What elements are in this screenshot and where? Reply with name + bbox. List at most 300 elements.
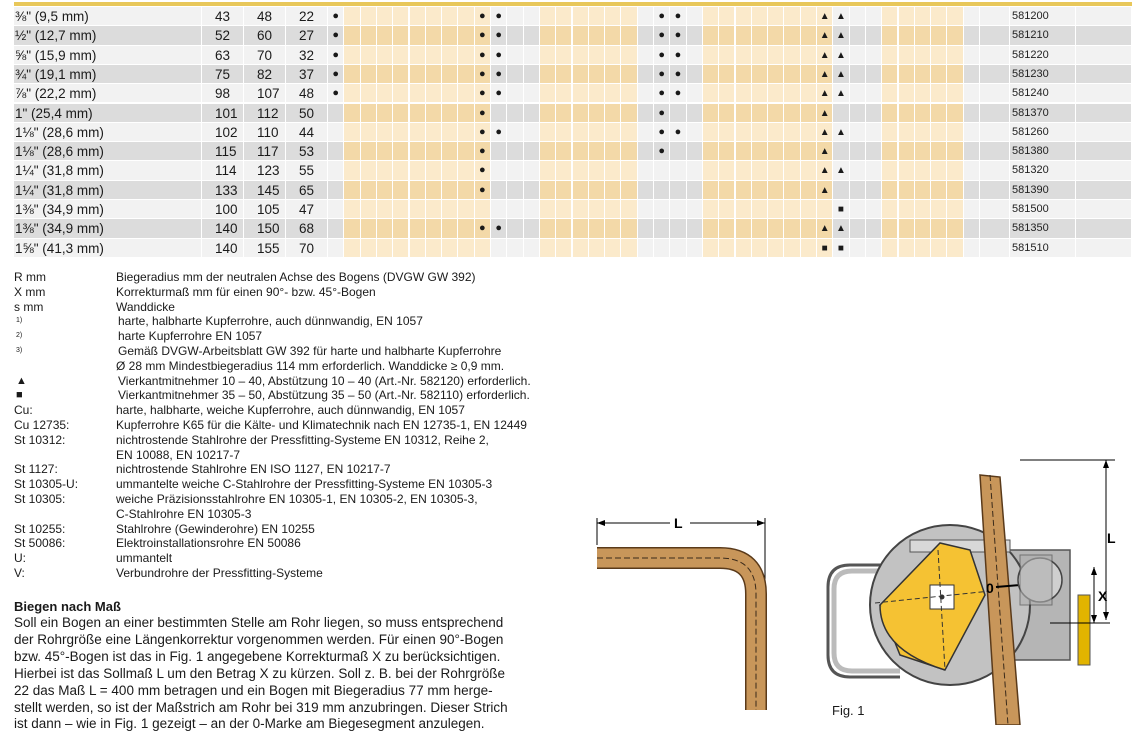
legend-key: St 1127: <box>14 462 58 477</box>
cell-symbol <box>687 46 703 65</box>
cell-symbol <box>670 142 686 161</box>
cell-symbol: ● <box>475 181 491 200</box>
cell-symbol <box>899 46 915 65</box>
cell-symbol <box>703 200 719 219</box>
legend-text: EN 10088, EN 10217-7 <box>116 447 241 462</box>
cell-symbol: ● <box>670 65 686 84</box>
cell-symbol <box>589 161 605 180</box>
cell-symbol <box>556 26 572 45</box>
cell-symbol <box>458 104 474 123</box>
cell-symbol <box>964 7 980 26</box>
cell-symbol <box>621 7 637 26</box>
cell-symbol <box>410 219 426 238</box>
cell-symbol <box>556 200 572 219</box>
cell-symbol <box>540 219 556 238</box>
cell-symbol <box>801 142 817 161</box>
cell-symbol <box>393 123 409 142</box>
cell-symbol <box>507 7 523 26</box>
cell-symbol <box>784 219 800 238</box>
cell-symbol <box>507 181 523 200</box>
cell-symbol <box>442 65 458 84</box>
cell-spacer <box>980 123 1010 142</box>
legend-key: X mm <box>14 284 46 299</box>
cell-symbol <box>947 142 963 161</box>
cell-tube-size: 1⅜" (34,9 mm) <box>14 219 202 238</box>
legend-row <box>14 388 584 403</box>
legend-text: harte, halbharte, weiche Kupferrohre, auch dünnwandig, EN 1057 <box>116 403 465 418</box>
cell-symbol <box>687 239 703 258</box>
cell-tube-size: ⅞" (22,2 mm) <box>14 84 202 103</box>
cell-symbol <box>361 104 377 123</box>
cell-symbol <box>703 26 719 45</box>
cell-symbol <box>931 142 947 161</box>
cell-x-mm: 48 <box>244 7 286 26</box>
bent-pipe-figure <box>590 510 780 710</box>
legend-key: Cu 12735: <box>14 417 70 432</box>
cell-symbol <box>377 200 393 219</box>
cell-symbol: ▲ <box>817 104 833 123</box>
cell-s-mm: 55 <box>286 161 328 180</box>
cell-symbol: ● <box>491 123 507 142</box>
cell-symbol <box>654 181 670 200</box>
cell-symbol <box>426 239 442 258</box>
cell-symbol <box>377 26 393 45</box>
cell-symbol <box>458 84 474 103</box>
cell-r-mm: 75 <box>202 65 244 84</box>
cell-empty <box>1076 161 1132 180</box>
cell-symbol <box>719 7 735 26</box>
cell-symbol <box>947 7 963 26</box>
legend-row <box>14 285 584 300</box>
cell-symbol <box>687 65 703 84</box>
cell-symbol: ● <box>328 65 344 84</box>
cell-symbol: ● <box>670 26 686 45</box>
cell-symbol <box>703 123 719 142</box>
cell-symbol: ■ <box>833 200 849 219</box>
cell-r-mm: 43 <box>202 7 244 26</box>
cell-x-mm: 145 <box>244 181 286 200</box>
cell-symbol <box>475 239 491 258</box>
cell-symbol <box>768 84 784 103</box>
cell-symbol <box>899 181 915 200</box>
cell-symbol <box>377 123 393 142</box>
cell-symbol <box>687 200 703 219</box>
cell-symbol <box>328 123 344 142</box>
cell-symbol <box>410 200 426 219</box>
cell-symbol <box>638 104 654 123</box>
cell-symbol <box>736 84 752 103</box>
cell-symbol <box>833 104 849 123</box>
legend-key: 2) <box>16 332 23 340</box>
cell-symbol <box>931 200 947 219</box>
legend-text: C-Stahlrohre EN 10305-3 <box>116 506 252 521</box>
cell-symbol <box>491 161 507 180</box>
cell-symbol <box>866 84 882 103</box>
cell-empty <box>1076 7 1132 26</box>
cell-spacer <box>980 219 1010 238</box>
cell-symbol <box>899 161 915 180</box>
legend-text: Korrekturmaß mm für einen 90°- bzw. 45°-Bogen <box>116 284 376 299</box>
cell-spacer <box>980 239 1010 258</box>
cell-s-mm: 22 <box>286 7 328 26</box>
cell-symbol <box>768 161 784 180</box>
cell-symbol <box>605 219 621 238</box>
legend-text: Wanddicke <box>116 299 175 314</box>
table-row <box>14 84 1132 103</box>
cell-symbol <box>931 26 947 45</box>
cell-symbol: ● <box>475 123 491 142</box>
cell-symbol <box>426 104 442 123</box>
cell-symbol <box>410 65 426 84</box>
cell-symbol <box>736 26 752 45</box>
cell-symbol <box>361 26 377 45</box>
cell-symbol <box>556 219 572 238</box>
cell-symbol <box>605 123 621 142</box>
legend-row <box>14 507 584 522</box>
legend-row <box>14 551 584 566</box>
cell-symbol <box>687 84 703 103</box>
legend-key: St 50086: <box>14 536 66 551</box>
cell-symbol <box>801 26 817 45</box>
cell-symbol <box>573 46 589 65</box>
table-row <box>14 123 1132 142</box>
cell-symbol <box>442 123 458 142</box>
cell-symbol <box>882 123 898 142</box>
cell-symbol <box>801 84 817 103</box>
cell-s-mm: 50 <box>286 104 328 123</box>
cell-r-mm: 100 <box>202 200 244 219</box>
cell-article-number: 581320 <box>1010 161 1076 180</box>
cell-symbol <box>964 239 980 258</box>
cell-symbol <box>899 123 915 142</box>
cell-symbol: ● <box>491 84 507 103</box>
cell-symbol <box>426 7 442 26</box>
cell-symbol: ▲ <box>817 219 833 238</box>
cell-symbol <box>524 123 540 142</box>
legend-key <box>14 507 116 522</box>
dim-label-l: L <box>674 515 683 531</box>
cell-symbol <box>573 84 589 103</box>
cell-symbol <box>361 181 377 200</box>
cell-symbol <box>344 104 360 123</box>
cell-symbol <box>719 239 735 258</box>
section-line: bzw. 45°-Bogen ist das in Fig. 1 angegebene Korrekturmaß X zu berücksichtigen. <box>14 648 501 664</box>
cell-symbol <box>687 181 703 200</box>
cell-symbol <box>850 65 866 84</box>
legend-text: weiche Präzisionsstahlrohre EN 10305-1, EN 10305-2, EN 10305-3, <box>116 491 478 506</box>
cell-symbol <box>866 239 882 258</box>
cell-s-mm: 70 <box>286 239 328 258</box>
arrow-left <box>597 520 605 526</box>
cell-symbol <box>687 142 703 161</box>
cell-symbol <box>850 104 866 123</box>
cell-symbol <box>442 26 458 45</box>
cell-symbol: ● <box>491 7 507 26</box>
cell-symbol <box>899 7 915 26</box>
table-row <box>14 104 1132 123</box>
cell-symbol <box>899 142 915 161</box>
cell-symbol: ■ <box>833 239 849 258</box>
cell-symbol <box>605 161 621 180</box>
cell-symbol <box>621 200 637 219</box>
cell-symbol <box>475 200 491 219</box>
cell-symbol <box>573 65 589 84</box>
cell-symbol <box>736 161 752 180</box>
cell-symbol <box>442 7 458 26</box>
arrow-right <box>757 520 765 526</box>
cell-symbol <box>899 239 915 258</box>
cell-symbol <box>719 84 735 103</box>
cell-s-mm: 44 <box>286 123 328 142</box>
cell-symbol <box>882 181 898 200</box>
cell-symbol <box>833 142 849 161</box>
cell-symbol <box>426 142 442 161</box>
cell-symbol <box>882 219 898 238</box>
cell-symbol <box>328 200 344 219</box>
cell-symbol <box>491 239 507 258</box>
cell-symbol <box>361 239 377 258</box>
cell-symbol <box>850 123 866 142</box>
cell-s-mm: 37 <box>286 65 328 84</box>
cell-symbol <box>703 239 719 258</box>
cell-symbol: ▲ <box>833 123 849 142</box>
cell-symbol <box>442 181 458 200</box>
cell-symbol <box>670 239 686 258</box>
cell-symbol <box>947 181 963 200</box>
cell-symbol <box>573 123 589 142</box>
support-bracket <box>1078 595 1090 665</box>
legend-text: Vierkantmitnehmer 35 – 50, Abstützung 35 – 50 (Art.-Nr. 582110) erforderlich. <box>118 388 530 403</box>
table-row <box>14 239 1132 258</box>
cell-symbol <box>719 104 735 123</box>
legend-key: ▲ <box>16 374 27 387</box>
cell-symbol: ▲ <box>833 7 849 26</box>
cell-symbol <box>638 123 654 142</box>
cell-symbol <box>573 161 589 180</box>
cell-x-mm: 123 <box>244 161 286 180</box>
cell-symbol <box>410 7 426 26</box>
cell-symbol <box>670 181 686 200</box>
cell-symbol <box>442 219 458 238</box>
cell-symbol <box>670 104 686 123</box>
cell-symbol <box>458 161 474 180</box>
cell-symbol <box>931 7 947 26</box>
cell-symbol <box>458 46 474 65</box>
cell-s-mm: 68 <box>286 219 328 238</box>
cell-symbol <box>540 181 556 200</box>
cell-article-number: 581230 <box>1010 65 1076 84</box>
cell-symbol <box>605 7 621 26</box>
legend-key: Cu: <box>14 403 33 418</box>
cell-symbol <box>768 104 784 123</box>
cell-symbol <box>605 142 621 161</box>
cell-symbol <box>442 142 458 161</box>
cell-symbol <box>915 84 931 103</box>
legend-row <box>14 403 584 418</box>
section-text <box>14 615 574 733</box>
cell-symbol <box>524 46 540 65</box>
cell-symbol <box>524 239 540 258</box>
table-row <box>14 181 1132 200</box>
cell-symbol <box>915 7 931 26</box>
cell-symbol: ● <box>475 161 491 180</box>
legend-key <box>14 359 116 374</box>
cell-symbol <box>736 123 752 142</box>
cell-symbol <box>850 26 866 45</box>
cell-r-mm: 101 <box>202 104 244 123</box>
cell-tube-size: ⅝" (15,9 mm) <box>14 46 202 65</box>
cell-tube-size: ⅜" (9,5 mm) <box>14 7 202 26</box>
cell-symbol: ● <box>475 7 491 26</box>
cell-symbol <box>752 7 768 26</box>
cell-symbol <box>393 142 409 161</box>
cell-symbol <box>621 26 637 45</box>
cell-symbol <box>736 7 752 26</box>
cell-symbol <box>752 142 768 161</box>
cell-symbol <box>393 200 409 219</box>
cell-symbol <box>964 84 980 103</box>
cell-symbol: ● <box>654 104 670 123</box>
cell-symbol <box>410 84 426 103</box>
cell-symbol <box>491 142 507 161</box>
cell-symbol <box>328 142 344 161</box>
cell-symbol <box>589 200 605 219</box>
cell-symbol <box>573 142 589 161</box>
cell-symbol <box>915 104 931 123</box>
cell-symbol <box>638 26 654 45</box>
cell-symbol <box>784 161 800 180</box>
cell-symbol <box>556 104 572 123</box>
table-row <box>14 26 1132 45</box>
cell-symbol <box>621 142 637 161</box>
legend-text: Vierkantmitnehmer 10 – 40, Abstützung 10 – 40 (Art.-Nr. 582120) erforderlich. <box>118 373 531 388</box>
cell-symbol: ▲ <box>817 123 833 142</box>
cell-symbol <box>638 46 654 65</box>
cell-spacer <box>980 104 1010 123</box>
cell-symbol <box>947 46 963 65</box>
cell-symbol <box>377 219 393 238</box>
cell-symbol <box>524 200 540 219</box>
table-row <box>14 161 1132 180</box>
cell-symbol <box>687 161 703 180</box>
cell-symbol <box>850 200 866 219</box>
cell-symbol <box>507 26 523 45</box>
legend-row <box>14 329 584 344</box>
cell-symbol <box>556 7 572 26</box>
cell-symbol <box>964 142 980 161</box>
cell-symbol <box>736 142 752 161</box>
cell-spacer <box>980 7 1010 26</box>
cell-symbol <box>768 239 784 258</box>
cell-symbol <box>964 46 980 65</box>
legend-text: Ø 28 mm Mindestbiegeradius 114 mm erforderlich. Wanddicke ≥ 0,9 mm. <box>116 358 505 373</box>
cell-symbol <box>736 65 752 84</box>
cell-symbol: ▲ <box>833 84 849 103</box>
legend-text: ummantelt <box>116 551 173 566</box>
cell-symbol <box>964 104 980 123</box>
cell-symbol: ● <box>654 84 670 103</box>
cell-symbol <box>947 123 963 142</box>
cell-symbol <box>377 84 393 103</box>
cell-symbol <box>817 200 833 219</box>
cell-symbol <box>410 46 426 65</box>
cell-s-mm: 32 <box>286 46 328 65</box>
bend-to-size-section <box>14 599 574 733</box>
cell-symbol <box>410 142 426 161</box>
cell-symbol <box>573 219 589 238</box>
cell-symbol <box>491 104 507 123</box>
cell-spacer <box>980 200 1010 219</box>
cell-symbol <box>752 84 768 103</box>
cell-symbol <box>752 26 768 45</box>
cell-symbol <box>866 142 882 161</box>
cell-symbol <box>589 26 605 45</box>
cell-symbol <box>784 142 800 161</box>
cell-symbol <box>703 142 719 161</box>
cell-symbol <box>410 239 426 258</box>
cell-symbol <box>736 219 752 238</box>
cell-symbol <box>850 219 866 238</box>
cell-symbol: ● <box>475 84 491 103</box>
cell-symbol <box>784 123 800 142</box>
cell-symbol <box>768 142 784 161</box>
cell-symbol <box>931 84 947 103</box>
cell-symbol <box>540 65 556 84</box>
cell-symbol <box>426 65 442 84</box>
cell-symbol <box>866 161 882 180</box>
cell-article-number: 581390 <box>1010 181 1076 200</box>
cell-symbol: ▲ <box>833 65 849 84</box>
cell-empty <box>1076 239 1132 258</box>
cell-symbol <box>540 46 556 65</box>
cell-spacer <box>980 84 1010 103</box>
cell-symbol <box>899 219 915 238</box>
cell-symbol <box>540 200 556 219</box>
cell-symbol <box>638 239 654 258</box>
cell-symbol <box>784 200 800 219</box>
cell-symbol <box>377 65 393 84</box>
cell-symbol <box>524 181 540 200</box>
cell-symbol <box>736 239 752 258</box>
legend-key: St 10305: <box>14 491 66 506</box>
cell-tube-size: 1⅛" (28,6 mm) <box>14 123 202 142</box>
cell-symbol <box>361 200 377 219</box>
cell-symbol <box>931 239 947 258</box>
table-row <box>14 46 1132 65</box>
legend-row <box>14 492 584 507</box>
cell-article-number: 581210 <box>1010 26 1076 45</box>
section-line: stellt werden, so ist der Maßstrich am Rohr bei 319 mm anzubringen. Dieser Strich <box>14 699 508 715</box>
legend-key: St 10255: <box>14 521 66 536</box>
cell-symbol <box>801 123 817 142</box>
cell-symbol <box>507 84 523 103</box>
cell-symbol <box>540 84 556 103</box>
cell-symbol <box>964 123 980 142</box>
cell-symbol <box>719 46 735 65</box>
cell-symbol: ▲ <box>817 84 833 103</box>
dim-label-l: L <box>1107 530 1116 546</box>
cell-symbol <box>736 104 752 123</box>
cell-symbol <box>507 123 523 142</box>
cell-symbol <box>850 84 866 103</box>
cell-symbol <box>605 200 621 219</box>
cell-symbol <box>801 239 817 258</box>
cell-symbol <box>458 200 474 219</box>
cell-x-mm: 82 <box>244 65 286 84</box>
cell-symbol <box>589 123 605 142</box>
cell-symbol <box>377 181 393 200</box>
table-row <box>14 219 1132 238</box>
